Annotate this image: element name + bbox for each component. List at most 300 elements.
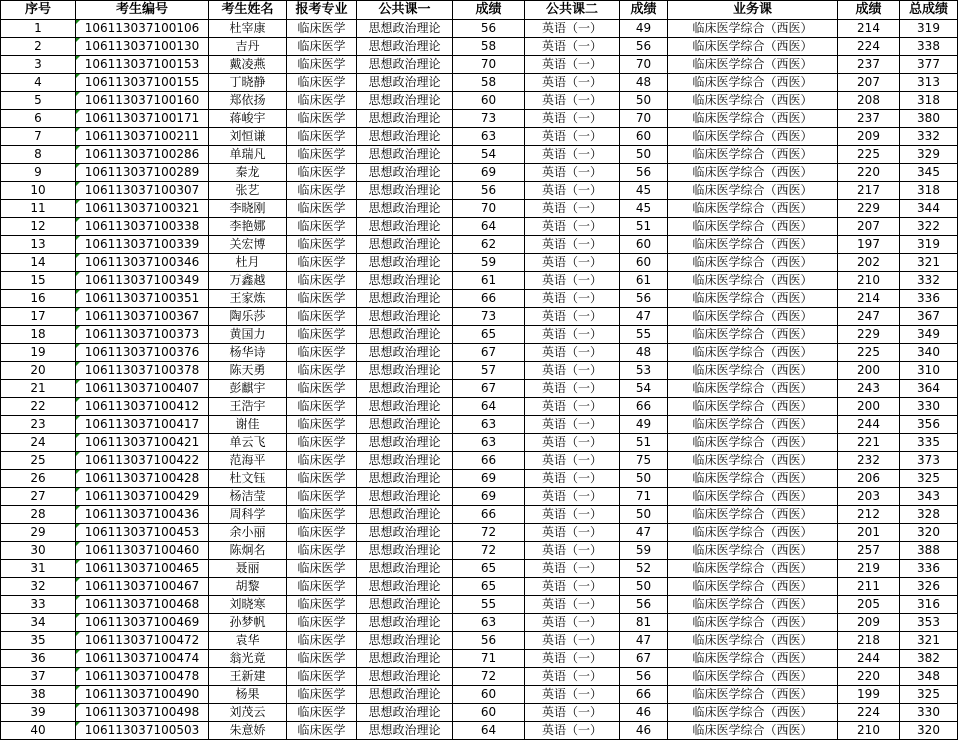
cell-exam-id: 106113037100286 bbox=[76, 146, 209, 164]
table-row bbox=[1, 434, 958, 452]
header-public-course-2: 公共课二 bbox=[525, 1, 620, 20]
cell-total-score: 353 bbox=[900, 614, 958, 632]
cell-name: 单瑞凡 bbox=[209, 146, 287, 164]
table-body bbox=[1, 20, 958, 740]
cell-score-3: 220 bbox=[838, 668, 900, 686]
table-row bbox=[1, 506, 958, 524]
cell-seq: 37 bbox=[1, 668, 76, 686]
cell-public-course-1: 思想政治理论 bbox=[357, 686, 453, 704]
table-row bbox=[1, 686, 958, 704]
cell-total-score: 380 bbox=[900, 110, 958, 128]
cell-score-3: 210 bbox=[838, 722, 900, 740]
cell-public-course-1: 思想政治理论 bbox=[357, 272, 453, 290]
cell-name: 杜文钰 bbox=[209, 470, 287, 488]
cell-public-course-1: 思想政治理论 bbox=[357, 254, 453, 272]
cell-public-course-2: 英语（一） bbox=[525, 344, 620, 362]
cell-score-2: 67 bbox=[620, 650, 668, 668]
cell-business-course: 临床医学综合（西医） bbox=[668, 20, 838, 38]
cell-score-3: 209 bbox=[838, 128, 900, 146]
header-name: 考生姓名 bbox=[209, 1, 287, 20]
cell-major: 临床医学 bbox=[287, 416, 357, 434]
cell-public-course-2: 英语（一） bbox=[525, 506, 620, 524]
cell-business-course: 临床医学综合（西医） bbox=[668, 308, 838, 326]
cell-public-course-2: 英语（一） bbox=[525, 110, 620, 128]
cell-seq: 39 bbox=[1, 704, 76, 722]
cell-exam-id: 106113037100490 bbox=[76, 686, 209, 704]
table-row bbox=[1, 452, 958, 470]
cell-business-course: 临床医学综合（西医） bbox=[668, 632, 838, 650]
header-exam-id: 考生编号 bbox=[76, 1, 209, 20]
cell-public-course-2: 英语（一） bbox=[525, 20, 620, 38]
cell-total-score: 373 bbox=[900, 452, 958, 470]
cell-score-3: 217 bbox=[838, 182, 900, 200]
cell-major: 临床医学 bbox=[287, 92, 357, 110]
cell-name: 丁晓静 bbox=[209, 74, 287, 92]
cell-business-course: 临床医学综合（西医） bbox=[668, 398, 838, 416]
cell-score-2: 66 bbox=[620, 686, 668, 704]
cell-public-course-1: 思想政治理论 bbox=[357, 452, 453, 470]
cell-major: 临床医学 bbox=[287, 722, 357, 740]
cell-business-course: 临床医学综合（西医） bbox=[668, 128, 838, 146]
table-row bbox=[1, 542, 958, 560]
cell-total-score: 328 bbox=[900, 506, 958, 524]
table-row bbox=[1, 614, 958, 632]
cell-public-course-2: 英语（一） bbox=[525, 614, 620, 632]
cell-public-course-1: 思想政治理论 bbox=[357, 416, 453, 434]
cell-total-score: 344 bbox=[900, 200, 958, 218]
cell-score-1: 65 bbox=[453, 560, 525, 578]
cell-public-course-2: 英语（一） bbox=[525, 722, 620, 740]
cell-score-3: 257 bbox=[838, 542, 900, 560]
cell-score-1: 70 bbox=[453, 200, 525, 218]
cell-public-course-2: 英语（一） bbox=[525, 560, 620, 578]
cell-total-score: 322 bbox=[900, 218, 958, 236]
cell-score-3: 244 bbox=[838, 416, 900, 434]
cell-score-3: 224 bbox=[838, 38, 900, 56]
cell-exam-id: 106113037100436 bbox=[76, 506, 209, 524]
cell-public-course-2: 英语（一） bbox=[525, 542, 620, 560]
cell-seq: 14 bbox=[1, 254, 76, 272]
cell-name: 杨果 bbox=[209, 686, 287, 704]
cell-score-3: 207 bbox=[838, 218, 900, 236]
table-row bbox=[1, 668, 958, 686]
cell-public-course-2: 英语（一） bbox=[525, 470, 620, 488]
cell-public-course-2: 英语（一） bbox=[525, 56, 620, 74]
cell-seq: 32 bbox=[1, 578, 76, 596]
cell-major: 临床医学 bbox=[287, 110, 357, 128]
cell-seq: 17 bbox=[1, 308, 76, 326]
cell-score-1: 64 bbox=[453, 218, 525, 236]
cell-total-score: 326 bbox=[900, 578, 958, 596]
cell-total-score: 349 bbox=[900, 326, 958, 344]
cell-business-course: 临床医学综合（西医） bbox=[668, 722, 838, 740]
cell-major: 临床医学 bbox=[287, 272, 357, 290]
cell-public-course-2: 英语（一） bbox=[525, 434, 620, 452]
cell-score-1: 54 bbox=[453, 146, 525, 164]
cell-seq: 8 bbox=[1, 146, 76, 164]
table-row bbox=[1, 272, 958, 290]
cell-score-1: 65 bbox=[453, 326, 525, 344]
cell-name: 王新建 bbox=[209, 668, 287, 686]
cell-exam-id: 106113037100421 bbox=[76, 434, 209, 452]
cell-score-1: 67 bbox=[453, 344, 525, 362]
cell-public-course-2: 英语（一） bbox=[525, 704, 620, 722]
cell-business-course: 临床医学综合（西医） bbox=[668, 146, 838, 164]
cell-public-course-1: 思想政治理论 bbox=[357, 560, 453, 578]
cell-total-score: 336 bbox=[900, 290, 958, 308]
cell-public-course-2: 英语（一） bbox=[525, 218, 620, 236]
cell-business-course: 临床医学综合（西医） bbox=[668, 218, 838, 236]
cell-name: 孙梦帆 bbox=[209, 614, 287, 632]
table-row bbox=[1, 326, 958, 344]
cell-total-score: 319 bbox=[900, 236, 958, 254]
cell-score-3: 225 bbox=[838, 344, 900, 362]
cell-exam-id: 106113037100428 bbox=[76, 470, 209, 488]
cell-exam-id: 106113037100460 bbox=[76, 542, 209, 560]
cell-major: 临床医学 bbox=[287, 218, 357, 236]
cell-exam-id: 106113037100155 bbox=[76, 74, 209, 92]
cell-score-2: 66 bbox=[620, 398, 668, 416]
cell-score-3: 243 bbox=[838, 380, 900, 398]
cell-exam-id: 106113037100453 bbox=[76, 524, 209, 542]
cell-public-course-1: 思想政治理论 bbox=[357, 668, 453, 686]
cell-public-course-1: 思想政治理论 bbox=[357, 650, 453, 668]
cell-total-score: 313 bbox=[900, 74, 958, 92]
cell-business-course: 临床医学综合（西医） bbox=[668, 470, 838, 488]
cell-public-course-2: 英语（一） bbox=[525, 632, 620, 650]
cell-seq: 10 bbox=[1, 182, 76, 200]
cell-major: 临床医学 bbox=[287, 650, 357, 668]
cell-total-score: 377 bbox=[900, 56, 958, 74]
cell-score-2: 50 bbox=[620, 146, 668, 164]
cell-public-course-2: 英语（一） bbox=[525, 416, 620, 434]
cell-total-score: 321 bbox=[900, 632, 958, 650]
cell-public-course-1: 思想政治理论 bbox=[357, 38, 453, 56]
table-row bbox=[1, 560, 958, 578]
cell-major: 临床医学 bbox=[287, 74, 357, 92]
cell-total-score: 310 bbox=[900, 362, 958, 380]
cell-score-2: 50 bbox=[620, 470, 668, 488]
cell-score-2: 56 bbox=[620, 38, 668, 56]
cell-business-course: 临床医学综合（西医） bbox=[668, 578, 838, 596]
cell-score-3: 247 bbox=[838, 308, 900, 326]
cell-public-course-1: 思想政治理论 bbox=[357, 524, 453, 542]
cell-seq: 7 bbox=[1, 128, 76, 146]
cell-score-1: 64 bbox=[453, 722, 525, 740]
cell-business-course: 临床医学综合（西医） bbox=[668, 182, 838, 200]
cell-exam-id: 106113037100346 bbox=[76, 254, 209, 272]
cell-score-2: 56 bbox=[620, 668, 668, 686]
cell-business-course: 临床医学综合（西医） bbox=[668, 380, 838, 398]
table-row bbox=[1, 344, 958, 362]
cell-score-3: 232 bbox=[838, 452, 900, 470]
cell-total-score: 330 bbox=[900, 398, 958, 416]
cell-score-1: 71 bbox=[453, 650, 525, 668]
cell-score-1: 63 bbox=[453, 434, 525, 452]
cell-score-3: 203 bbox=[838, 488, 900, 506]
cell-business-course: 临床医学综合（西医） bbox=[668, 416, 838, 434]
cell-seq: 29 bbox=[1, 524, 76, 542]
cell-score-3: 218 bbox=[838, 632, 900, 650]
cell-business-course: 临床医学综合（西医） bbox=[668, 110, 838, 128]
cell-major: 临床医学 bbox=[287, 632, 357, 650]
cell-seq: 9 bbox=[1, 164, 76, 182]
header-public-course-1: 公共课一 bbox=[357, 1, 453, 20]
cell-total-score: 335 bbox=[900, 434, 958, 452]
cell-exam-id: 106113037100289 bbox=[76, 164, 209, 182]
cell-name: 秦龙 bbox=[209, 164, 287, 182]
cell-name: 刘茂云 bbox=[209, 704, 287, 722]
cell-name: 单云飞 bbox=[209, 434, 287, 452]
table-row bbox=[1, 290, 958, 308]
cell-score-1: 67 bbox=[453, 380, 525, 398]
table-row bbox=[1, 308, 958, 326]
cell-public-course-2: 英语（一） bbox=[525, 200, 620, 218]
cell-major: 临床医学 bbox=[287, 344, 357, 362]
cell-exam-id: 106113037100378 bbox=[76, 362, 209, 380]
cell-score-3: 210 bbox=[838, 272, 900, 290]
cell-name: 黄国力 bbox=[209, 326, 287, 344]
cell-business-course: 临床医学综合（西医） bbox=[668, 668, 838, 686]
cell-exam-id: 106113037100422 bbox=[76, 452, 209, 470]
table-row bbox=[1, 380, 958, 398]
cell-score-2: 46 bbox=[620, 704, 668, 722]
cell-exam-id: 106113037100376 bbox=[76, 344, 209, 362]
cell-score-2: 52 bbox=[620, 560, 668, 578]
cell-score-3: 214 bbox=[838, 290, 900, 308]
cell-total-score: 320 bbox=[900, 524, 958, 542]
cell-public-course-1: 思想政治理论 bbox=[357, 344, 453, 362]
cell-exam-id: 106113037100373 bbox=[76, 326, 209, 344]
cell-business-course: 临床医学综合（西医） bbox=[668, 614, 838, 632]
cell-name: 陈炯名 bbox=[209, 542, 287, 560]
cell-score-2: 50 bbox=[620, 578, 668, 596]
cell-score-3: 200 bbox=[838, 398, 900, 416]
cell-score-3: 224 bbox=[838, 704, 900, 722]
cell-major: 临床医学 bbox=[287, 614, 357, 632]
cell-name: 陶乐莎 bbox=[209, 308, 287, 326]
cell-public-course-1: 思想政治理论 bbox=[357, 74, 453, 92]
cell-exam-id: 106113037100211 bbox=[76, 128, 209, 146]
cell-exam-id: 106113037100467 bbox=[76, 578, 209, 596]
cell-public-course-2: 英语（一） bbox=[525, 326, 620, 344]
cell-score-1: 69 bbox=[453, 164, 525, 182]
cell-business-course: 临床医学综合（西医） bbox=[668, 362, 838, 380]
cell-score-2: 56 bbox=[620, 596, 668, 614]
cell-public-course-1: 思想政治理论 bbox=[357, 110, 453, 128]
cell-score-1: 58 bbox=[453, 38, 525, 56]
cell-major: 临床医学 bbox=[287, 488, 357, 506]
cell-name: 余小丽 bbox=[209, 524, 287, 542]
cell-exam-id: 106113037100417 bbox=[76, 416, 209, 434]
cell-major: 临床医学 bbox=[287, 236, 357, 254]
cell-public-course-2: 英语（一） bbox=[525, 686, 620, 704]
cell-score-1: 72 bbox=[453, 524, 525, 542]
table-row bbox=[1, 20, 958, 38]
cell-public-course-1: 思想政治理论 bbox=[357, 488, 453, 506]
cell-seq: 6 bbox=[1, 110, 76, 128]
cell-score-3: 229 bbox=[838, 200, 900, 218]
table-row bbox=[1, 632, 958, 650]
cell-exam-id: 106113037100478 bbox=[76, 668, 209, 686]
cell-score-1: 60 bbox=[453, 686, 525, 704]
cell-major: 临床医学 bbox=[287, 434, 357, 452]
cell-seq: 5 bbox=[1, 92, 76, 110]
cell-total-score: 348 bbox=[900, 668, 958, 686]
cell-major: 临床医学 bbox=[287, 56, 357, 74]
cell-major: 临床医学 bbox=[287, 290, 357, 308]
cell-score-1: 73 bbox=[453, 110, 525, 128]
cell-public-course-2: 英语（一） bbox=[525, 452, 620, 470]
cell-public-course-1: 思想政治理论 bbox=[357, 380, 453, 398]
cell-seq: 16 bbox=[1, 290, 76, 308]
cell-public-course-2: 英语（一） bbox=[525, 596, 620, 614]
table-row bbox=[1, 524, 958, 542]
cell-business-course: 临床医学综合（西医） bbox=[668, 236, 838, 254]
cell-seq: 27 bbox=[1, 488, 76, 506]
cell-major: 临床医学 bbox=[287, 524, 357, 542]
table-row bbox=[1, 254, 958, 272]
cell-public-course-2: 英语（一） bbox=[525, 38, 620, 56]
cell-seq: 23 bbox=[1, 416, 76, 434]
cell-score-3: 207 bbox=[838, 74, 900, 92]
header-business-course: 业务课 bbox=[668, 1, 838, 20]
cell-exam-id: 106113037100307 bbox=[76, 182, 209, 200]
cell-score-3: 219 bbox=[838, 560, 900, 578]
cell-business-course: 临床医学综合（西医） bbox=[668, 38, 838, 56]
cell-public-course-2: 英语（一） bbox=[525, 272, 620, 290]
cell-name: 王家炼 bbox=[209, 290, 287, 308]
table-row bbox=[1, 110, 958, 128]
cell-score-2: 47 bbox=[620, 524, 668, 542]
cell-public-course-1: 思想政治理论 bbox=[357, 578, 453, 596]
table-row bbox=[1, 596, 958, 614]
cell-public-course-1: 思想政治理论 bbox=[357, 614, 453, 632]
cell-public-course-1: 思想政治理论 bbox=[357, 542, 453, 560]
cell-score-2: 53 bbox=[620, 362, 668, 380]
cell-score-2: 45 bbox=[620, 182, 668, 200]
cell-total-score: 325 bbox=[900, 686, 958, 704]
cell-total-score: 340 bbox=[900, 344, 958, 362]
cell-exam-id: 106113037100349 bbox=[76, 272, 209, 290]
cell-major: 临床医学 bbox=[287, 38, 357, 56]
cell-score-2: 46 bbox=[620, 722, 668, 740]
cell-total-score: 336 bbox=[900, 560, 958, 578]
cell-name: 谢佳 bbox=[209, 416, 287, 434]
cell-public-course-1: 思想政治理论 bbox=[357, 506, 453, 524]
cell-score-3: 208 bbox=[838, 92, 900, 110]
cell-total-score: 318 bbox=[900, 92, 958, 110]
cell-score-2: 50 bbox=[620, 92, 668, 110]
cell-seq: 11 bbox=[1, 200, 76, 218]
cell-business-course: 临床医学综合（西医） bbox=[668, 344, 838, 362]
cell-seq: 26 bbox=[1, 470, 76, 488]
cell-score-2: 70 bbox=[620, 56, 668, 74]
cell-score-1: 56 bbox=[453, 20, 525, 38]
table-row bbox=[1, 182, 958, 200]
cell-score-1: 66 bbox=[453, 290, 525, 308]
cell-exam-id: 106113037100469 bbox=[76, 614, 209, 632]
cell-exam-id: 106113037100498 bbox=[76, 704, 209, 722]
cell-score-3: 205 bbox=[838, 596, 900, 614]
cell-public-course-2: 英语（一） bbox=[525, 362, 620, 380]
cell-total-score: 332 bbox=[900, 272, 958, 290]
cell-public-course-2: 英语（一） bbox=[525, 668, 620, 686]
cell-total-score: 318 bbox=[900, 182, 958, 200]
cell-public-course-2: 英语（一） bbox=[525, 308, 620, 326]
cell-name: 刘恒谦 bbox=[209, 128, 287, 146]
cell-score-1: 69 bbox=[453, 470, 525, 488]
cell-business-course: 临床医学综合（西医） bbox=[668, 452, 838, 470]
table-row bbox=[1, 236, 958, 254]
cell-score-1: 55 bbox=[453, 596, 525, 614]
cell-score-1: 63 bbox=[453, 614, 525, 632]
cell-exam-id: 106113037100503 bbox=[76, 722, 209, 740]
header-score-3: 成绩 bbox=[838, 1, 900, 20]
cell-exam-id: 106113037100412 bbox=[76, 398, 209, 416]
cell-public-course-1: 思想政治理论 bbox=[357, 200, 453, 218]
table-row bbox=[1, 74, 958, 92]
cell-business-course: 临床医学综合（西医） bbox=[668, 596, 838, 614]
cell-public-course-1: 思想政治理论 bbox=[357, 362, 453, 380]
cell-name: 彭麒宇 bbox=[209, 380, 287, 398]
cell-business-course: 临床医学综合（西医） bbox=[668, 704, 838, 722]
cell-business-course: 临床医学综合（西医） bbox=[668, 290, 838, 308]
cell-seq: 3 bbox=[1, 56, 76, 74]
cell-total-score: 316 bbox=[900, 596, 958, 614]
cell-total-score: 345 bbox=[900, 164, 958, 182]
table-row bbox=[1, 92, 958, 110]
cell-public-course-2: 英语（一） bbox=[525, 236, 620, 254]
cell-score-2: 70 bbox=[620, 110, 668, 128]
cell-score-1: 72 bbox=[453, 668, 525, 686]
cell-seq: 40 bbox=[1, 722, 76, 740]
cell-name: 关宏博 bbox=[209, 236, 287, 254]
cell-score-3: 199 bbox=[838, 686, 900, 704]
cell-business-course: 临床医学综合（西医） bbox=[668, 254, 838, 272]
cell-total-score: 364 bbox=[900, 380, 958, 398]
cell-score-1: 60 bbox=[453, 92, 525, 110]
header-seq: 序号 bbox=[1, 1, 76, 20]
cell-total-score: 332 bbox=[900, 128, 958, 146]
cell-seq: 21 bbox=[1, 380, 76, 398]
cell-public-course-1: 思想政治理论 bbox=[357, 326, 453, 344]
cell-seq: 13 bbox=[1, 236, 76, 254]
cell-score-1: 66 bbox=[453, 452, 525, 470]
cell-public-course-1: 思想政治理论 bbox=[357, 128, 453, 146]
cell-score-1: 66 bbox=[453, 506, 525, 524]
cell-public-course-1: 思想政治理论 bbox=[357, 308, 453, 326]
cell-score-2: 48 bbox=[620, 74, 668, 92]
cell-seq: 18 bbox=[1, 326, 76, 344]
cell-exam-id: 106113037100171 bbox=[76, 110, 209, 128]
cell-major: 临床医学 bbox=[287, 146, 357, 164]
cell-exam-id: 106113037100153 bbox=[76, 56, 209, 74]
cell-major: 临床医学 bbox=[287, 596, 357, 614]
cell-score-1: 72 bbox=[453, 542, 525, 560]
cell-name: 李艳娜 bbox=[209, 218, 287, 236]
cell-score-1: 57 bbox=[453, 362, 525, 380]
cell-name: 杨洁莹 bbox=[209, 488, 287, 506]
cell-business-course: 临床医学综合（西医） bbox=[668, 650, 838, 668]
cell-score-2: 60 bbox=[620, 254, 668, 272]
cell-score-3: 206 bbox=[838, 470, 900, 488]
cell-business-course: 临床医学综合（西医） bbox=[668, 686, 838, 704]
cell-business-course: 临床医学综合（西医） bbox=[668, 200, 838, 218]
cell-score-2: 51 bbox=[620, 434, 668, 452]
cell-seq: 35 bbox=[1, 632, 76, 650]
cell-major: 临床医学 bbox=[287, 398, 357, 416]
